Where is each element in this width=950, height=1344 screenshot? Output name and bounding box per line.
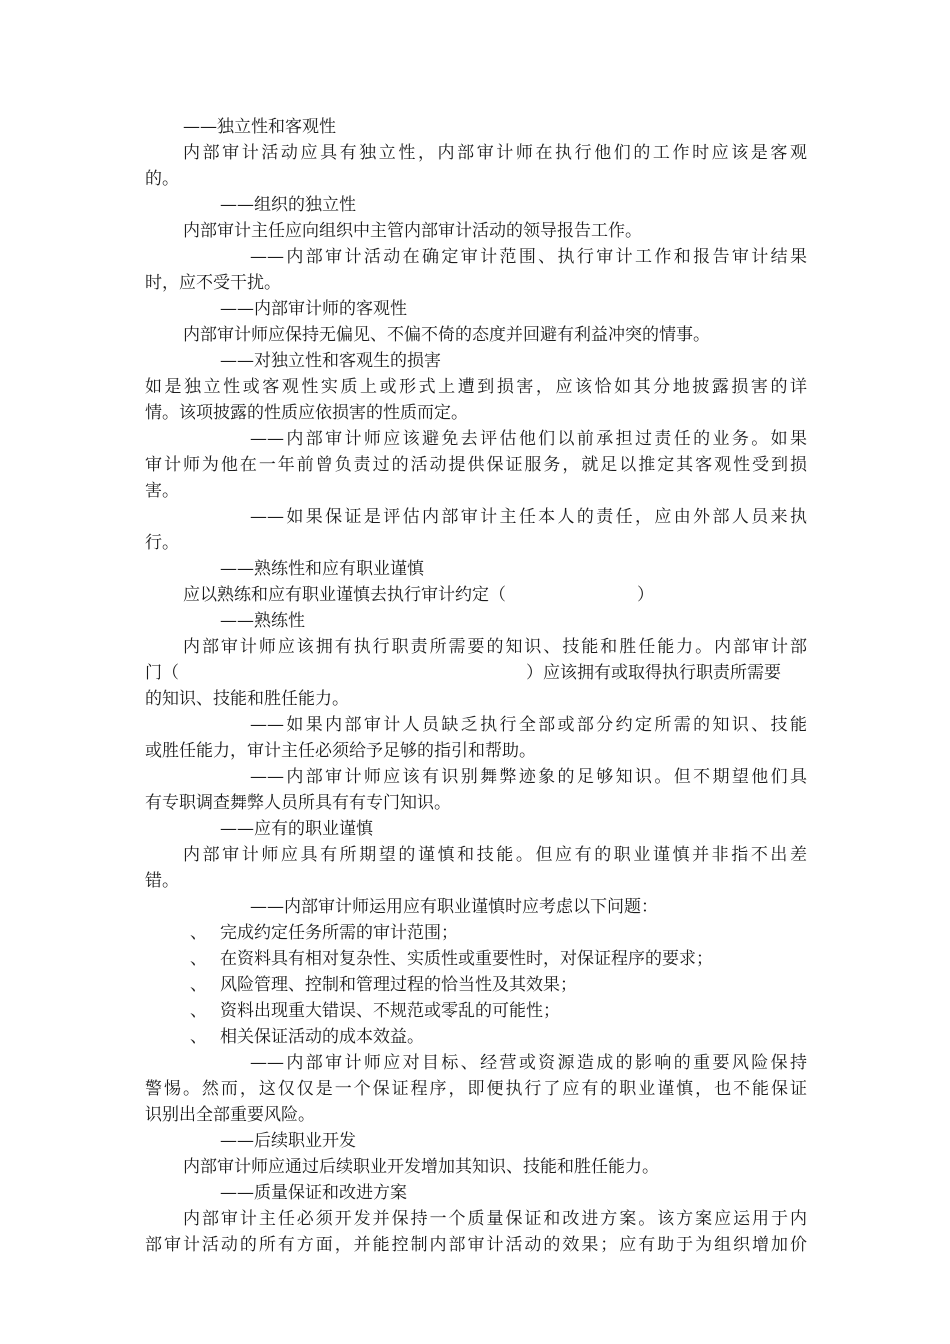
paragraph-line: 内部审计师应保持无偏见、不偏不倚的态度并回避有利益冲突的情事。 bbox=[183, 325, 710, 345]
paragraph-line: ——内部审计师应对目标、经营或资源造成的影响的重要风险保持 bbox=[250, 1053, 807, 1073]
paragraph-line: 情。该项披露的性质应依损害的性质而定。 bbox=[145, 403, 468, 423]
paragraph-line: ——内部审计师运用应有职业谨慎时应考虑以下问题： bbox=[250, 897, 658, 917]
paragraph-line: ）应该拥有或取得执行职责所需要 bbox=[526, 663, 781, 683]
paragraph-line: 时，应不受干扰。 bbox=[145, 273, 281, 293]
list-item: 在资料具有相对复杂性、实质性或重要性时，对保证程序的要求； bbox=[220, 949, 713, 969]
paragraph-line: 审计师为他在一年前曾负责过的活动提供保证服务，就足以推定其客观性受到损 bbox=[145, 455, 807, 475]
bullet-mark: 、 bbox=[190, 975, 207, 995]
paragraph-line: 行。 bbox=[145, 533, 179, 553]
heading-due-care: ——应有的职业谨慎 bbox=[220, 819, 373, 839]
heading-independence-objectivity: ——独立性和客观性 bbox=[183, 117, 336, 137]
paragraph-line: 内部审计主任必须开发并保持一个质量保证和改进方案。该方案应运用于内 bbox=[183, 1209, 807, 1229]
paragraph-line: 或胜任能力，审计主任必须给予足够的指引和帮助。 bbox=[145, 741, 536, 761]
heading-auditor-objectivity: ——内部审计师的客观性 bbox=[220, 299, 407, 319]
bullet-mark: 、 bbox=[190, 1027, 207, 1047]
paragraph-line: 害。 bbox=[145, 481, 179, 501]
paragraph-line: 如是独立性或客观性实质上或形式上遭到损害，应该恰如其分地披露损害的详 bbox=[145, 377, 807, 397]
paragraph-line: ——内部审计活动在确定审计范围、执行审计工作和报告审计结果 bbox=[250, 247, 807, 267]
list-item: 风险管理、控制和管理过程的恰当性及其效果； bbox=[220, 975, 577, 995]
heading-proficiency-due-care: ——熟练性和应有职业谨慎 bbox=[220, 559, 424, 579]
paragraph-line: 内部审计师应通过后续职业开发增加其知识、技能和胜任能力。 bbox=[183, 1157, 659, 1177]
paragraph-line: 门（ bbox=[145, 663, 179, 683]
paragraph-line: 内部审计主任应向组织中主管内部审计活动的领导报告工作。 bbox=[183, 221, 642, 241]
paragraph-line: 识别出全部重要风险。 bbox=[145, 1105, 315, 1125]
paragraph-line: 的。 bbox=[145, 169, 179, 189]
paragraph-line: 内部审计师应具有所期望的谨慎和技能。但应有的职业谨慎并非指不出差 bbox=[183, 845, 807, 865]
paragraph-line: 的知识、技能和胜任能力。 bbox=[145, 689, 349, 709]
paragraph-line: 内部审计活动应具有独立性，内部审计师在执行他们的工作时应该是客观 bbox=[183, 143, 807, 163]
bullet-mark: 、 bbox=[190, 949, 207, 969]
paragraph-line: ——如果内部审计人员缺乏执行全部或部分约定所需的知识、技能 bbox=[250, 715, 807, 735]
heading-quality-assurance: ——质量保证和改进方案 bbox=[220, 1183, 407, 1203]
list-item: 相关保证活动的成本效益。 bbox=[220, 1027, 424, 1047]
heading-impairment: ——对独立性和客观生的损害 bbox=[220, 351, 441, 371]
paragraph-line: 应以熟练和应有职业谨慎去执行审计约定（ bbox=[183, 585, 506, 605]
closing-paren: ） bbox=[637, 585, 654, 605]
list-item: 资料出现重大错误、不规范或零乱的可能性； bbox=[220, 1001, 560, 1021]
paragraph-line: 有专职调查舞弊人员所具有有专门知识。 bbox=[145, 793, 451, 813]
paragraph-line: ——如果保证是评估内部审计主任本人的责任，应由外部人员来执 bbox=[250, 507, 807, 527]
heading-proficiency: ——熟练性 bbox=[220, 611, 305, 631]
bullet-mark: 、 bbox=[190, 1001, 207, 1021]
paragraph-line: ——内部审计师应该避免去评估他们以前承担过责任的业务。如果 bbox=[250, 429, 807, 449]
paragraph-line: 内部审计师应该拥有执行职责所需要的知识、技能和胜任能力。内部审计部 bbox=[183, 637, 807, 657]
paragraph-line: ——内部审计师应该有识别舞弊迹象的足够知识。但不期望他们具 bbox=[250, 767, 807, 787]
list-item: 完成约定任务所需的审计范围； bbox=[220, 923, 458, 943]
paragraph-line: 部审计活动的所有方面，并能控制内部审计活动的效果；应有助于为组织增加价 bbox=[145, 1235, 807, 1255]
paragraph-line: 警惕。然而，这仅仅是一个保证程序，即便执行了应有的职业谨慎，也不能保证 bbox=[145, 1079, 807, 1099]
heading-continuing-development: ——后续职业开发 bbox=[220, 1131, 356, 1151]
bullet-mark: 、 bbox=[190, 923, 207, 943]
heading-org-independence: ——组织的独立性 bbox=[220, 195, 356, 215]
paragraph-line: 错。 bbox=[145, 871, 179, 891]
